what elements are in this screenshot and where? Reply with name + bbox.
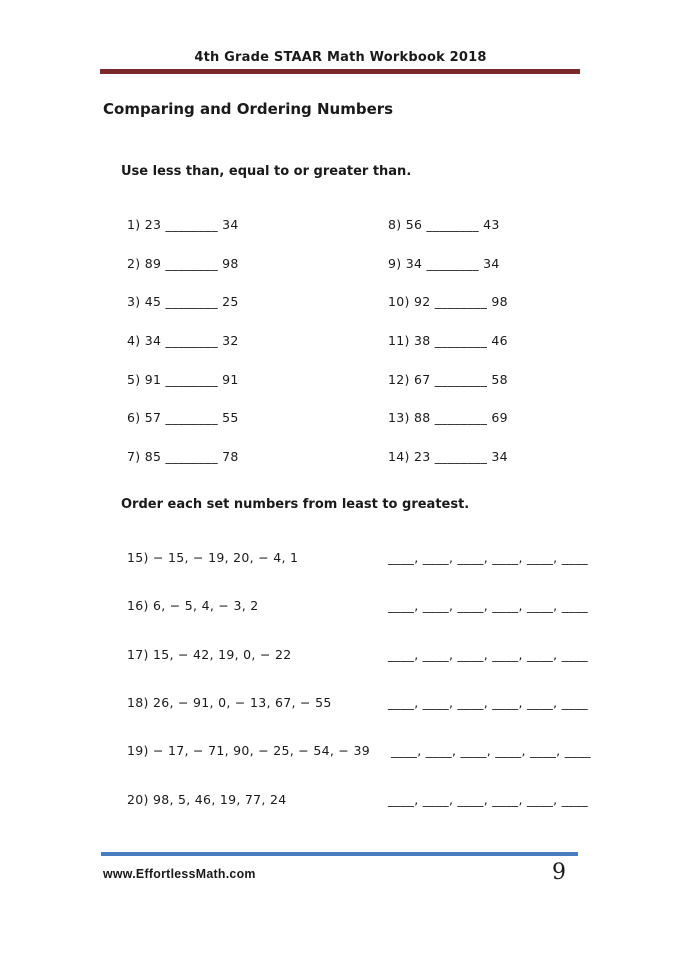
- answer-blank[interactable]: ____, ____, ____, ____, ____, ____: [388, 550, 588, 565]
- compare-problem: 1) 23 ________ 34: [127, 217, 239, 232]
- order-problem: 17) 15, − 42, 19, 0, − 22: [127, 647, 292, 662]
- order-instruction: Order each set numbers from least to greatest.: [121, 497, 470, 512]
- compare-problem: 13) 88 ________ 69: [388, 410, 508, 425]
- footer-divider: [101, 852, 578, 856]
- answer-blank[interactable]: ____, ____, ____, ____, ____, ____: [388, 695, 588, 710]
- order-problem: 18) 26, − 91, 0, − 13, 67, − 55: [127, 695, 332, 710]
- compare-problem: 7) 85 ________ 78: [127, 449, 239, 464]
- compare-problem: 6) 57 ________ 55: [127, 410, 239, 425]
- compare-problem: 14) 23 ________ 34: [388, 449, 508, 464]
- answer-blank[interactable]: ____, ____, ____, ____, ____, ____: [391, 743, 591, 758]
- page-number: 9: [552, 860, 566, 885]
- compare-problem: 11) 38 ________ 46: [388, 333, 508, 348]
- compare-problem: 3) 45 ________ 25: [127, 294, 239, 309]
- header-divider: [100, 69, 580, 74]
- compare-problem: 8) 56 ________ 43: [388, 217, 500, 232]
- compare-problem: 9) 34 ________ 34: [388, 256, 500, 271]
- answer-blank[interactable]: ____, ____, ____, ____, ____, ____: [388, 598, 588, 613]
- order-problem: 16) 6, − 5, 4, − 3, 2: [127, 598, 259, 613]
- header-title: 4th Grade STAAR Math Workbook 2018: [194, 50, 487, 65]
- compare-instruction: Use less than, equal to or greater than.: [121, 164, 412, 179]
- compare-problem: 4) 34 ________ 32: [127, 333, 239, 348]
- answer-blank[interactable]: ____, ____, ____, ____, ____, ____: [388, 647, 588, 662]
- answer-blank[interactable]: ____, ____, ____, ____, ____, ____: [388, 792, 588, 807]
- footer-url: www.EffortlessMath.com: [103, 866, 256, 881]
- compare-problem: 12) 67 ________ 58: [388, 372, 508, 387]
- order-problem: 15) − 15, − 19, 20, − 4, 1: [127, 550, 299, 565]
- order-problem: 20) 98, 5, 46, 19, 77, 24: [127, 792, 287, 807]
- order-problem: 19) − 17, − 71, 90, − 25, − 54, − 39: [127, 743, 370, 758]
- compare-problem: 2) 89 ________ 98: [127, 256, 239, 271]
- compare-problem: 10) 92 ________ 98: [388, 294, 508, 309]
- compare-problem: 5) 91 ________ 91: [127, 372, 239, 387]
- section-title: Comparing and Ordering Numbers: [103, 100, 394, 118]
